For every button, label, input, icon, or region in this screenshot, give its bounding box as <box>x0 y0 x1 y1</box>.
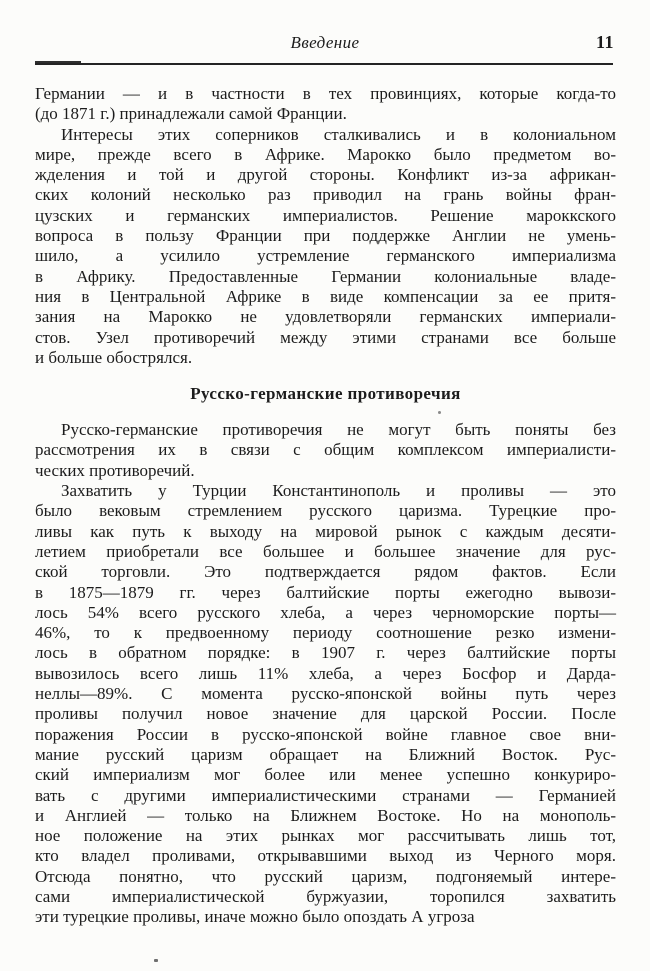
text-line: Русско-германские противоречия не могут быть поняты без <box>61 420 616 440</box>
text-line: жделения и той и другой стороны. Конфликт из-за африкан- <box>35 165 616 185</box>
text-line: и Англией — только на Ближнем Востоке. Но на монополь- <box>35 805 616 825</box>
paragraph <box>35 420 616 481</box>
text-line: Захватить у Турции Константинополь и проливы — это <box>61 481 616 501</box>
text-line: ской торговли. Это подтверждается рядом фактов. Если <box>35 562 616 582</box>
page-header <box>36 33 614 55</box>
text-line: рассмотрения их в связи с общим комплексом империалисти- <box>35 440 616 460</box>
page-body <box>35 84 616 928</box>
header-rule <box>35 63 613 65</box>
text-line: в 1875—1879 гг. через балтийские порты ежегодно вывози- <box>35 582 616 602</box>
text-line: ческих противоречий. <box>35 460 195 480</box>
text-line: Интересы этих соперников сталкивались и в колониальном <box>61 124 616 144</box>
text-line: Отсюда понятно, что русский царизм, подгоняемый интере- <box>35 866 616 886</box>
text-line: ских колоний несколько раз приводил на грань войны фран- <box>35 185 616 205</box>
text-line: мире, прежде всего в Африке. Марокко было предметом во- <box>35 144 616 164</box>
text-line: 46%, то к предвоенному периоду соотношение резко измени- <box>35 623 616 643</box>
section-heading: Русско-германские противоречия <box>190 384 461 404</box>
scan-dot-artifact <box>438 411 441 414</box>
text-line: неллы—89%. С момента русско-японской войны путь через <box>35 684 616 704</box>
paragraph <box>35 481 616 928</box>
text-line: ливы как путь к выходу на мировой рынок с каждым десяти- <box>35 521 616 541</box>
text-line: кто владел проливами, открывавшими выход из Черного моря. <box>35 846 616 866</box>
text-line: ния в Центральной Африке в виде компенсации за ее притя- <box>35 286 616 306</box>
text-line: лось 54% всего русского хлеба, а через черноморские порты— <box>35 602 616 622</box>
text-line: поражения России в русско-японской войне главное свое вни- <box>35 724 616 744</box>
text-line: вывозилось всего лишь 11% хлеба, а через Босфор и Дарда- <box>35 663 616 683</box>
text-line: эти турецкие проливы, иначе можно было опоздать А угроза <box>35 907 475 927</box>
running-title: Введение <box>290 33 360 52</box>
text-line: ное положение на этих рынках мог рассчитывать лишь тот, <box>35 826 616 846</box>
text-line: (до 1871 г.) принадлежали самой Франции. <box>35 104 347 124</box>
text-line: было вековым стремлением русского царизма. Турецкие про- <box>35 501 616 521</box>
paragraph <box>35 125 616 369</box>
page-number: 11 <box>595 32 614 52</box>
text-line: ский империализм мог более или менее успешно конкуриро- <box>35 765 616 785</box>
text-line: сами империалистической буржуазии, торопился захватить <box>35 886 616 906</box>
text-line: проливы получил новое значение для царской России. После <box>35 704 616 724</box>
text-line: лось в обратном порядке: в 1907 г. через балтийские порты <box>35 643 616 663</box>
text-line: шило, а усилило устремление германского империализма <box>35 246 616 266</box>
text-line: в Африку. Предоставленные Германии колониальные владе- <box>35 266 616 286</box>
text-line: стов. Узел противоречий между этими странами все больше <box>35 327 616 347</box>
text-line: цузских и германских империалистов. Решение мароккского <box>35 205 616 225</box>
scan-speck-artifact <box>154 959 158 962</box>
text-line: мание русский царизм обращает на Ближний Восток. Рус- <box>35 744 616 764</box>
text-line: вопроса в пользу Франции при поддержке Англии не умень- <box>35 226 616 246</box>
text-line: летием приобретали все большее и большее значение для рус- <box>35 541 616 561</box>
text-line: зания на Марокко не удовлетворяли германских империали- <box>35 307 616 327</box>
text-line: и больше обострялся. <box>35 347 193 367</box>
text-line: Германии — и в частности в тех провинциях, которые когда-то <box>35 84 616 103</box>
paragraph <box>35 84 616 125</box>
text-line: вать с другими империалистическими странами — Германией <box>35 785 616 805</box>
